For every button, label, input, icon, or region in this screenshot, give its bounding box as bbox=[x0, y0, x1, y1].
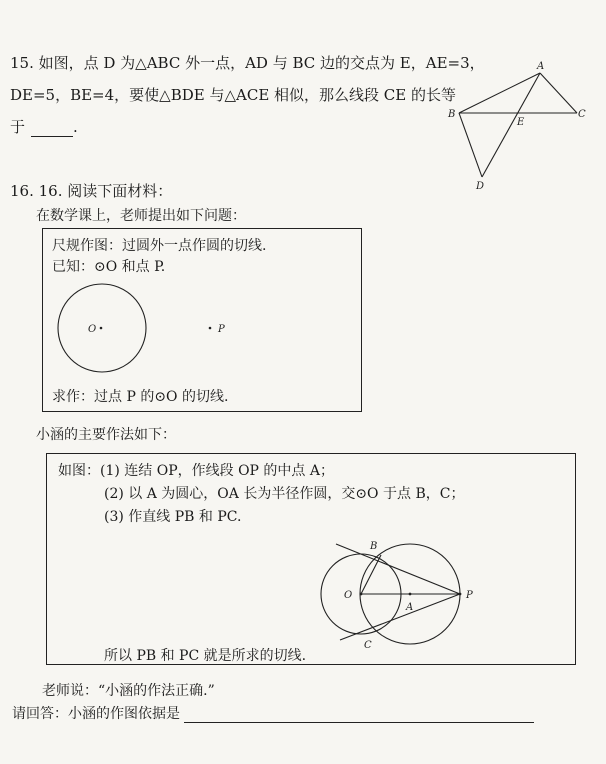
q15-line3-text: 于 bbox=[10, 118, 26, 136]
method-label-A: A bbox=[406, 602, 414, 613]
method-conclusion: 所以 PB 和 PC 就是所求的切线. bbox=[104, 648, 307, 664]
q15-line2: DE=5，BE=4，要使△BDE 与△ACE 相似，那么线段 CE 的长等 bbox=[10, 86, 457, 104]
q15-label-C: C bbox=[578, 109, 586, 120]
problem-title: 尺规作图：过圆外一点作圆的切线. bbox=[52, 238, 267, 254]
problem-task: 求作：过点 P 的⊙O 的切线. bbox=[52, 389, 229, 405]
q15-label-E: E bbox=[517, 117, 525, 128]
q15-label-D: D bbox=[476, 181, 485, 192]
problem-label-P: P bbox=[218, 324, 225, 335]
problem-label-O: O bbox=[88, 324, 97, 335]
q16-question bbox=[12, 703, 534, 723]
method-step3: (3) 作直线 PB 和 PC. bbox=[104, 509, 242, 525]
q15-line3-end: . bbox=[73, 118, 78, 136]
q16-heading: 16. 16. 阅读下面材料： bbox=[10, 182, 173, 200]
method-step1: 如图：(1) 连结 OP，作线段 OP 的中点 A； bbox=[58, 463, 334, 479]
q16-question-text: 请回答：小涵的作图依据是 bbox=[12, 706, 180, 722]
q15-label-B: B bbox=[448, 109, 456, 120]
q16-answer-blank[interactable] bbox=[184, 706, 534, 723]
q15-label-A: A bbox=[537, 61, 545, 72]
method-step2: (2) 以 A 为圆心，OA 长为半径作圆，交⊙O 于点 B，C； bbox=[104, 486, 465, 502]
q16-intro: 在数学课上，老师提出如下问题： bbox=[36, 208, 246, 224]
method-label-B: B bbox=[370, 541, 378, 552]
q15-line1: 15. 如图，点 D 为△ABC 外一点，AD 与 BC 边的交点为 E，AE=3， bbox=[10, 54, 485, 72]
teacher-comment: 老师说：“小涵的作法正确.” bbox=[42, 683, 215, 699]
problem-given: 已知：⊙O 和点 P. bbox=[52, 259, 166, 275]
method-label-C: C bbox=[364, 640, 372, 651]
method-label-P: P bbox=[466, 590, 473, 601]
method-intro: 小涵的主要作法如下： bbox=[36, 427, 176, 443]
method-label-O: O bbox=[344, 590, 353, 601]
